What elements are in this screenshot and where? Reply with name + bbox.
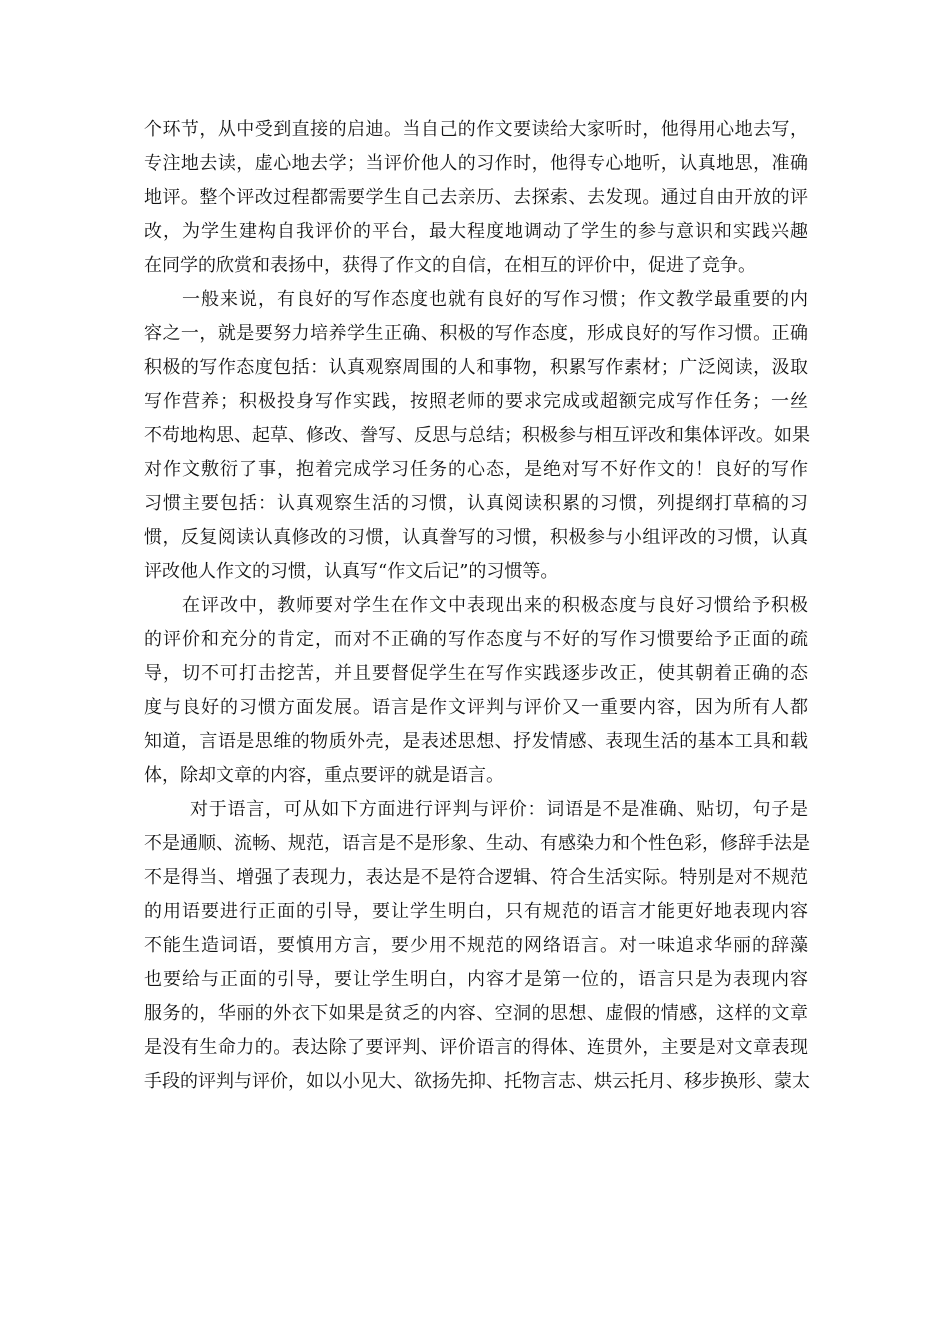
- paragraph-1-line-4: 改，为学生建构自我评价的平台，最大程度地调动了学生的参与意识和实践兴趣: [144, 221, 808, 242]
- paragraph-2-line-6: 对作文敷衍了事，抱着完成学习任务的心态，是绝对写不好作文的！良好的写作: [144, 459, 808, 480]
- paragraph-2-line-4: 写作营养；积极投身写作实践，按照老师的要求完成或超额完成写作任务；一丝: [144, 391, 808, 412]
- paragraph-3-line-2: 的评价和充分的肯定，而对不正确的写作态度与不好的写作习惯要给予正面的疏: [144, 629, 808, 650]
- paragraph-4-line-7: 服务的，华丽的外衣下如果是贫乏的内容、空洞的思想、虚假的情感，这样的文章: [144, 1003, 808, 1024]
- paragraph-1-line-1: 个环节，从中受到直接的启迪。当自己的作文要读给大家听时，他得用心地去写，: [144, 119, 808, 140]
- paragraph-2-line-9: 评改他人作文的习惯，认真写“作文后记”的习惯等。: [144, 561, 559, 582]
- paragraph-4-line-6: 也要给与正面的引导，要让学生明白，内容才是第一位的，语言只是为表现内容: [144, 969, 808, 990]
- paragraph-2-line-8: 惯，反复阅读认真修改的习惯，认真誊写的习惯，积极参与小组评改的习惯，认真: [144, 527, 808, 548]
- paragraph-4-line-3: 不是得当、增强了表现力，表达是不是符合逻辑、符合生活实际。特别是对不规范: [144, 867, 808, 888]
- paragraph-4-line-1: 对于语言，可从如下方面进行评判与评价：词语是不是准确、贴切，句子是: [190, 799, 808, 820]
- paragraph-4-line-8: 是没有生命力的。表达除了要评判、评价语言的得体、连贯外，主要是对文章表现: [144, 1037, 808, 1058]
- paragraph-3-line-4: 度与良好的习惯方面发展。语言是作文评判与评价又一重要内容，因为所有人都: [144, 697, 808, 718]
- paragraph-2-line-5: 不苟地构思、起草、修改、誊写、反思与总结；积极参与相互评改和集体评改。如果: [144, 425, 810, 446]
- paragraph-3-line-1: 在评改中，教师要对学生在作文中表现出来的积极态度与良好习惯给予积极: [182, 595, 808, 616]
- paragraph-3-line-3: 导，切不可打击挖苦，并且要督促学生在写作实践逐步改正，使其朝着正确的态: [144, 663, 808, 684]
- paragraph-2-line-3: 积极的写作态度包括：认真观察周围的人和事物，积累写作素材；广泛阅读，汲取: [144, 357, 808, 378]
- paragraph-2-line-1: 一般来说，有良好的写作态度也就有良好的写作习惯；作文教学最重要的内: [182, 289, 808, 310]
- paragraph-1-line-3: 地评。整个评改过程都需要学生自己去亲历、去探索、去发现。通过自由开放的评: [144, 187, 808, 208]
- paragraph-4-line-5: 不能生造词语，要慎用方言，要少用不规范的网络语言。对一味追求华丽的辞藻: [144, 935, 808, 956]
- paragraph-4-line-2: 不是通顺、流畅、规范，语言是不是形象、生动、有感染力和个性色彩，修辞手法是: [144, 833, 810, 854]
- paragraph-2-line-2: 容之一，就是要努力培养学生正确、积极的写作态度，形成良好的写作习惯。正确: [144, 323, 808, 344]
- paragraph-2-line-7: 习惯主要包括：认真观察生活的习惯，认真阅读积累的习惯，列提纲打草稿的习: [144, 493, 808, 514]
- paragraph-1-line-5: 在同学的欣赏和表扬中，获得了作文的自信，在相互的评价中，促进了竞争。: [144, 255, 756, 276]
- paragraph-4-line-4: 的用语要进行正面的引导，要让学生明白，只有规范的语言才能更好地表现内容: [144, 901, 808, 922]
- paragraph-3-line-6: 体，除却文章的内容，重点要评的就是语言。: [144, 765, 504, 786]
- paragraph-3-line-5: 知道，言语是思维的物质外壳，是表述思想、抒发情感、表现生活的基本工具和载: [144, 731, 808, 752]
- paragraph-1-line-2: 专注地去读，虚心地去学；当评价他人的习作时，他得专心地听，认真地思，准确: [144, 153, 808, 174]
- paragraph-4-line-9: 手段的评判与评价，如以小见大、欲扬先抑、托物言志、烘云托月、移步换形、蒙太: [144, 1071, 810, 1092]
